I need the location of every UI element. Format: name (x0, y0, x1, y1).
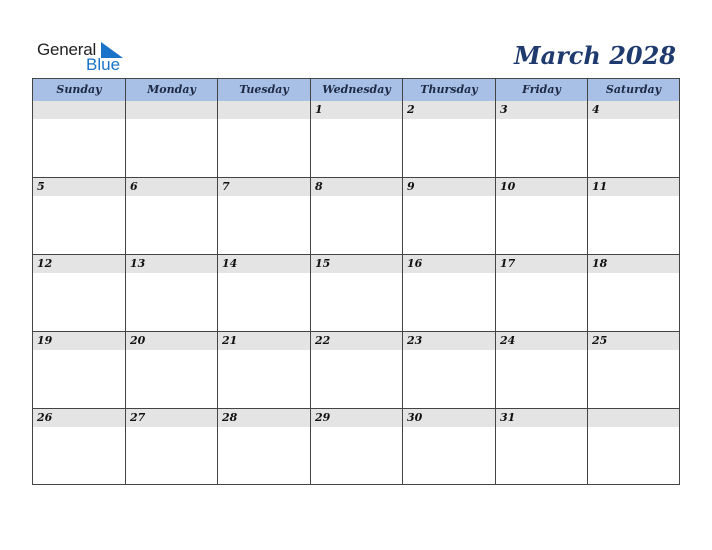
day-number: 24 (500, 334, 516, 347)
empty-day-cell (126, 101, 218, 177)
day-number: 26 (37, 411, 53, 424)
day-number: 5 (37, 180, 45, 193)
day-number-bar (403, 178, 495, 196)
weekday-header-thursday: Thursday (403, 79, 496, 101)
day-number-bar (496, 101, 587, 119)
day-number: 6 (130, 180, 138, 193)
week-row (33, 178, 679, 255)
day-number-bar (403, 101, 495, 119)
day-cell[interactable] (588, 332, 679, 408)
day-number-bar (33, 101, 125, 119)
week-row (33, 101, 679, 178)
day-cell[interactable] (126, 332, 218, 408)
day-number-bar (403, 255, 495, 273)
day-number-bar (33, 178, 125, 196)
day-cell[interactable] (588, 178, 679, 254)
day-cell[interactable] (403, 409, 496, 484)
day-number-bar (126, 409, 217, 427)
day-number-bar (126, 178, 217, 196)
day-number-bar (33, 332, 125, 350)
day-number: 25 (592, 334, 608, 347)
day-number: 19 (37, 334, 53, 347)
day-cell[interactable] (218, 178, 311, 254)
day-cell[interactable] (496, 255, 588, 331)
day-number-bar (496, 332, 587, 350)
day-cell[interactable] (126, 409, 218, 484)
day-number: 7 (222, 180, 230, 193)
day-number-bar (311, 409, 402, 427)
logo-text-general: General (37, 40, 97, 59)
calendar-grid (32, 78, 680, 485)
day-number-bar (588, 409, 679, 427)
day-cell[interactable] (496, 409, 588, 484)
day-number-bar (218, 332, 310, 350)
logo-text-blue: Blue (86, 55, 121, 74)
weekday-header-wednesday: Wednesday (311, 79, 403, 101)
day-number: 13 (130, 257, 146, 270)
day-number-bar (311, 255, 402, 273)
day-number: 10 (500, 180, 516, 193)
day-cell[interactable] (311, 101, 403, 177)
day-number: 1 (315, 103, 323, 116)
day-number: 9 (407, 180, 415, 193)
day-number: 4 (592, 103, 600, 116)
day-cell[interactable] (33, 409, 126, 484)
weekday-header-saturday: Saturday (605, 83, 662, 96)
day-number-bar (218, 101, 310, 119)
calendar-title: March 2028 (514, 41, 676, 70)
day-cell[interactable] (311, 409, 403, 484)
day-cell[interactable] (33, 255, 126, 331)
day-number-bar (33, 409, 125, 427)
day-number-bar (218, 255, 310, 273)
day-number: 17 (500, 257, 516, 270)
day-number-bar (588, 332, 679, 350)
day-number: 14 (222, 257, 238, 270)
day-cell[interactable] (218, 255, 311, 331)
day-number: 12 (37, 257, 53, 270)
day-cell[interactable] (403, 178, 496, 254)
day-number: 18 (592, 257, 608, 270)
day-cell[interactable] (496, 178, 588, 254)
day-cell[interactable] (588, 101, 679, 177)
day-number: 2 (407, 103, 415, 116)
day-number: 21 (222, 334, 238, 347)
weekday-header-row (33, 79, 679, 102)
day-cell[interactable] (403, 332, 496, 408)
day-cell[interactable] (33, 332, 126, 408)
week-row (33, 332, 679, 409)
day-cell[interactable] (403, 101, 496, 177)
empty-day-cell (33, 101, 126, 177)
day-cell[interactable] (496, 101, 588, 177)
weekday-header-tuesday: Tuesday (218, 79, 311, 101)
day-number-bar (588, 101, 679, 119)
day-number-bar (218, 178, 310, 196)
day-cell[interactable] (496, 332, 588, 408)
empty-day-cell (218, 101, 311, 177)
day-cell[interactable] (311, 332, 403, 408)
day-number-bar (126, 101, 217, 119)
day-number: 22 (315, 334, 331, 347)
day-number: 30 (407, 411, 423, 424)
day-number-bar (588, 255, 679, 273)
day-number: 28 (222, 411, 238, 424)
day-number: 8 (315, 180, 323, 193)
day-number: 31 (500, 411, 516, 424)
day-number: 29 (315, 411, 331, 424)
day-cell[interactable] (33, 178, 126, 254)
day-cell[interactable] (218, 409, 311, 484)
day-number: 11 (592, 180, 608, 193)
day-number-bar (588, 178, 679, 196)
week-row (33, 409, 679, 484)
day-number: 27 (130, 411, 146, 424)
day-number-bar (403, 332, 495, 350)
day-number-bar (33, 255, 125, 273)
day-cell[interactable] (218, 332, 311, 408)
day-number: 15 (315, 257, 331, 270)
day-number: 16 (407, 257, 423, 270)
day-cell[interactable] (126, 255, 218, 331)
day-number-bar (496, 178, 587, 196)
day-number-bar (496, 409, 587, 427)
weekday-header-monday: Monday (126, 79, 218, 101)
day-cell[interactable] (588, 255, 679, 331)
day-cell[interactable] (403, 255, 496, 331)
day-number-bar (496, 255, 587, 273)
day-cell[interactable] (126, 178, 218, 254)
day-number-bar (126, 255, 217, 273)
day-number-bar (126, 332, 217, 350)
logo (37, 40, 137, 74)
weekday-header-sunday: Sunday (33, 79, 126, 101)
day-number-bar (311, 101, 402, 119)
day-number: 23 (407, 334, 423, 347)
day-cell[interactable] (311, 255, 403, 331)
day-number-bar (218, 409, 310, 427)
day-number: 20 (130, 334, 146, 347)
day-number-bar (311, 332, 402, 350)
day-cell[interactable] (311, 178, 403, 254)
weekday-header-friday: Friday (496, 79, 588, 101)
empty-day-cell (588, 409, 679, 484)
week-row (33, 255, 679, 332)
day-number-bar (311, 178, 402, 196)
day-number-bar (403, 409, 495, 427)
day-number: 3 (500, 103, 508, 116)
